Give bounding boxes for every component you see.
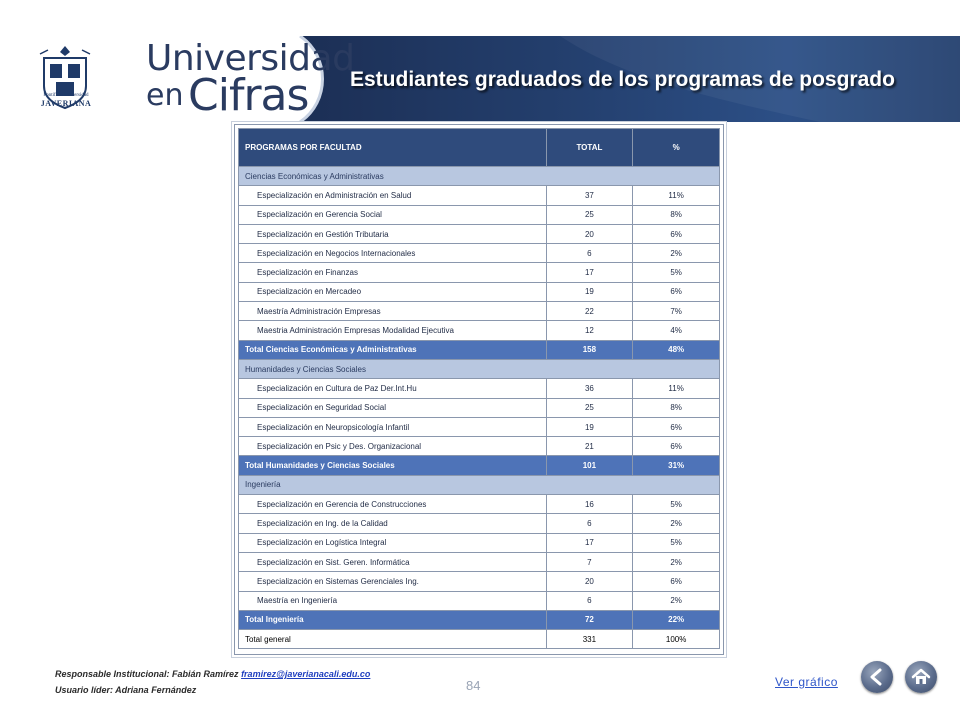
header-percent: % [633,129,720,167]
program-percent: 22% [633,610,720,629]
program-total: 72 [546,610,633,629]
program-percent: 2% [633,591,720,610]
faculty-total-row [239,340,720,359]
table-row [239,282,720,301]
program-percent: 6% [633,437,720,456]
program-percent: 2% [633,514,720,533]
program-percent: 2% [633,552,720,571]
program-percent: 6% [633,572,720,591]
program-name: Total Humanidades y Ciencias Sociales [239,456,547,475]
program-total: 25 [546,398,633,417]
faculty-group-row [239,359,720,378]
faculty-total-row [239,610,720,629]
program-name: Especialización en Sistemas Gerenciales Ing. [239,572,547,591]
table-row [239,186,720,205]
program-percent: 4% [633,321,720,340]
program-percent: 8% [633,205,720,224]
program-percent: 31% [633,456,720,475]
graduates-table-container [234,124,724,655]
program-name: Total general [239,630,547,649]
program-total: 17 [546,533,633,552]
page-title: Estudiantes graduados de los programas de posgrado [350,68,895,91]
program-total: 36 [546,379,633,398]
program-name: Maestria Administración Empresas Modalidad Ejecutiva [239,321,547,340]
arrow-left-icon [861,661,893,693]
header-program: PROGRAMAS POR FACULTAD [239,129,547,167]
program-total: 6 [546,591,633,610]
program-total: 12 [546,321,633,340]
program-name: Especialización en Gerencia de Construcciones [239,495,547,514]
program-name: Especialización en Finanzas [239,263,547,282]
program-name: Especialización en Gerencia Social [239,205,547,224]
brand-line-1: Universidad [146,38,355,79]
table-row [239,263,720,282]
program-total: 20 [546,224,633,243]
program-name: Especialización en Seguridad Social [239,398,547,417]
table-row [239,379,720,398]
graduates-table [238,128,720,649]
table-row [239,552,720,571]
table-row [239,417,720,436]
program-percent: 5% [633,495,720,514]
table-row [239,244,720,263]
program-percent: 6% [633,282,720,301]
header-total: TOTAL [546,129,633,167]
table-row [239,591,720,610]
program-name: Especialización en Mercadeo [239,282,547,301]
program-total: 17 [546,263,633,282]
program-total: 6 [546,514,633,533]
program-percent: 6% [633,224,720,243]
program-percent: 7% [633,302,720,321]
program-total: 21 [546,437,633,456]
brand-line-2a: en [146,78,184,113]
program-total: 16 [546,495,633,514]
program-total: 7 [546,552,633,571]
program-percent: 100% [633,630,720,649]
program-name: Especialización en Psic y Des. Organizacional [239,437,547,456]
program-percent: 5% [633,263,720,282]
program-total: 25 [546,205,633,224]
footer-responsible [55,669,370,679]
brand-line-2b: Cifras [188,70,309,121]
program-percent: 48% [633,340,720,359]
table-row [239,533,720,552]
grand-total-row [239,630,720,649]
program-total: 19 [546,282,633,301]
program-percent: 11% [633,379,720,398]
header-banner [0,36,960,122]
logo-text-small: Pontificia Universidad [43,93,89,98]
program-name: Total Ingeniería [239,610,547,629]
table-row [239,205,720,224]
program-name: Especialización en Gestión Tributaria [239,224,547,243]
table-row [239,514,720,533]
faculty-group-row [239,167,720,186]
program-total: 19 [546,417,633,436]
program-percent: 5% [633,533,720,552]
faculty-name: Ciencias Económicas y Administrativas [239,167,720,186]
table-row [239,495,720,514]
view-chart-link[interactable]: Ver gráfico [775,675,838,689]
table-row [239,572,720,591]
faculty-name: Ingeniería [239,475,720,494]
table-row [239,302,720,321]
program-percent: 8% [633,398,720,417]
table-row [239,321,720,340]
page-number: 84 [466,678,481,693]
back-button[interactable] [861,661,893,693]
program-name: Total Ciencias Económicas y Administrativas [239,340,547,359]
program-total: 158 [546,340,633,359]
program-total: 20 [546,572,633,591]
footer-leader: Usuario líder: Adriana Fernández [55,685,197,695]
program-name: Especialización en Logística Integral [239,533,547,552]
program-name: Especialización en Cultura de Paz Der.Int.Hu [239,379,547,398]
program-name: Maestría en Ingeniería [239,591,547,610]
program-percent: 2% [633,244,720,263]
faculty-group-row [239,475,720,494]
home-icon [905,661,937,693]
program-percent: 11% [633,186,720,205]
program-name: Especialización en Sist. Geren. Informática [239,552,547,571]
logo-text-large: JAVERIANA [40,99,92,108]
table-row [239,224,720,243]
table-row [239,437,720,456]
program-name: Maestría Administración Empresas [239,302,547,321]
program-name: Especialización en Neuropsicología Infantil [239,417,547,436]
faculty-name: Humanidades y Ciencias Sociales [239,359,720,378]
table-header-row [239,129,720,167]
program-total: 101 [546,456,633,475]
program-name: Especialización en Ing. de la Calidad [239,514,547,533]
program-name: Especialización en Negocios Internacionales [239,244,547,263]
home-button[interactable] [905,661,937,693]
program-percent: 6% [633,417,720,436]
table-row [239,398,720,417]
program-total: 331 [546,630,633,649]
responsible-email-link[interactable]: framirez@javerianacali.edu.co [241,669,371,679]
program-name: Especialización en Administración en Salud [239,186,547,205]
responsible-label: Responsable Institucional: Fabián Ramírez [55,669,239,679]
program-total: 22 [546,302,633,321]
faculty-total-row [239,456,720,475]
program-total: 37 [546,186,633,205]
program-total: 6 [546,244,633,263]
